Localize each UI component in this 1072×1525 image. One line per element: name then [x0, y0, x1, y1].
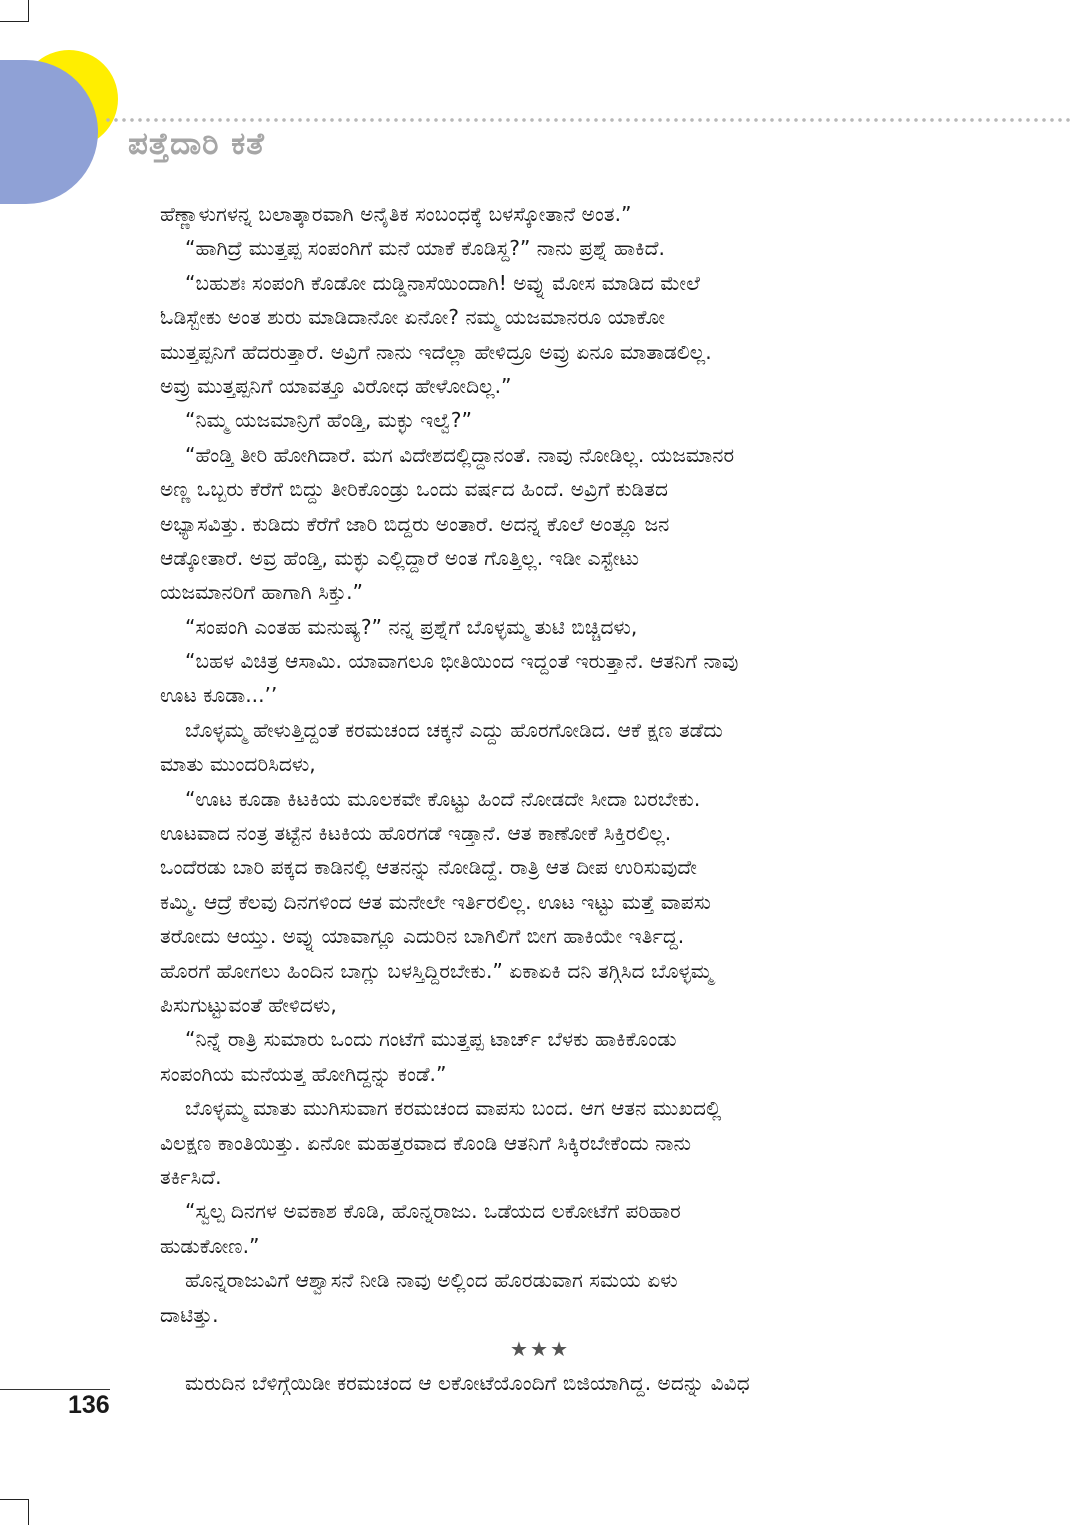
text-line: ಅವ್ರು ಮುತ್ತಪ್ಪನಿಗೆ ಯಾವತ್ತೂ ವಿರೋಧ ಹೇಳೋದಿಲ್ಲ.”	[160, 373, 512, 398]
text-line: ಬೊಳ್ಳಮ್ಮ ಹೇಳುತ್ತಿದ್ದಂತೆ ಕರಮಚಂದ ಚಕ್ಕನೆ ಎದ್ದು ಹೊರಗೋಡಿದ. ಆಕೆ ಕ್ಷಣ ತಡೆದು	[185, 717, 723, 742]
text-line: ಊಟವಾದ ನಂತ್ರ ತಟ್ಟೆನ ಕಿಟಕಿಯ ಹೊರಗಡೆ ಇಡ್ತಾನೆ. ಆತ ಕಾಣೋಕೆ ಸಿಕ್ತಿರಲಿಲ್ಲ.	[160, 821, 672, 846]
text-line: ಅಣ್ಣ ಒಬ್ಬರು ಕೆರೆಗೆ ಬಿದ್ದು ತೀರಿಕೊಂಡ್ರು ಒಂದು ವರ್ಷದ ಹಿಂದೆ. ಅವ್ರಿಗೆ ಕುಡಿತದ	[160, 477, 669, 502]
text-line: “ಸಂಪಂಗಿ ಎಂತಹ ಮನುಷ್ಯ?” ನನ್ನ ಪ್ರಶ್ನೆಗೆ ಬೊಳ್ಳಮ್ಮ ತುಟಿ ಬಿಚ್ಚಿದಳು,	[185, 614, 638, 639]
text-line: ದಾಟಿತ್ತು.	[160, 1302, 219, 1327]
text-line: ಅಭ್ಯಾಸವಿತ್ತು. ಕುಡಿದು ಕೆರೆಗೆ ಜಾರಿ ಬಿದ್ದರು ಅಂತಾರೆ. ಅದನ್ನ ಕೊಲೆ ಅಂತ್ಲೂ ಜನ	[160, 511, 670, 536]
text-line: “ನಿನ್ನೆ ರಾತ್ರಿ ಸುಮಾರು ಒಂದು ಗಂಟೆಗೆ ಮುತ್ತಪ್ಪ ಟಾರ್ಚ್ ಬೆಳಕು ಹಾಕಿಕೊಂಡು	[185, 1027, 677, 1052]
text-line: “ಹಾಗಿದ್ರೆ ಮುತ್ತಪ್ಪ ಸಂಪಂಗಿಗೆ ಮನೆ ಯಾಕೆ ಕೊಡಿಸ್ದ?” ನಾನು ಪ್ರಶ್ನೆ ಹಾಕಿದೆ.	[185, 236, 665, 261]
text-line: ಊಟ ಕೂಡಾ...’’	[160, 683, 278, 708]
text-line: ತರೋದು ಆಯ್ತು. ಅವ್ನು ಯಾವಾಗ್ಲೂ ಎದುರಿನ ಬಾಗಿಲಿಗೆ ಬೀಗ ಹಾಕಿಯೇ ಇರ್ತಿದ್ದ.	[160, 924, 685, 949]
text-line: ಸಂಪಂಗಿಯ ಮನೆಯತ್ತ ಹೋಗಿದ್ದನ್ನು ಕಂಡೆ.”	[160, 1061, 447, 1086]
text-line: ಯಜಮಾನರಿಗೆ ಹಾಗಾಗಿ ಸಿಕ್ತು.”	[160, 580, 363, 605]
crop-mark-bottom-horizontal	[0, 1499, 29, 1500]
text-line: “ನಿಮ್ಮ ಯಜಮಾನ್ರಿಗೆ ಹೆಂಡ್ತಿ, ಮಕ್ಳು ಇಲ್ವೆ?”	[185, 408, 472, 433]
section-title: ಪತ್ತೆದಾರಿ ಕತೆ	[128, 126, 265, 162]
text-line: ವಿಲಕ್ಷಣ ಕಾಂತಿಯಿತ್ತು. ಏನೋ ಮಹತ್ತರವಾದ ಕೊಂಡಿ ಆತನಿಗೆ ಸಿಕ್ಕಿರಬೇಕೆಂದು ನಾನು	[160, 1130, 692, 1155]
text-line: ಹೊರಗೆ ಹೋಗಲು ಹಿಂದಿನ ಬಾಗ್ಲು ಬಳಸ್ತಿದ್ದಿರಬೇಕು.” ಏಕಾಏಕಿ ದನಿ ತಗ್ಗಿಸಿದ ಬೊಳ್ಳಮ್ಮ	[160, 958, 713, 983]
text-line: ಒಂದೆರಡು ಬಾರಿ ಪಕ್ಕದ ಕಾಡಿನಲ್ಲಿ ಆತನನ್ನು ನೋಡಿದ್ದೆ. ರಾತ್ರಿ ಆತ ದೀಪ ಉರಿಸುವುದೇ	[160, 855, 697, 880]
text-line: ಮುತ್ತಪ್ಪನಿಗೆ ಹೆದರುತ್ತಾರೆ. ಅವ್ರಿಗೆ ನಾನು ಇದೆಲ್ಲಾ ಹೇಳಿದ್ರೂ ಅವ್ರು ಏನೂ ಮಾತಾಡಲಿಲ್ಲ.	[160, 339, 712, 364]
text-line: “ಹೆಂಡ್ತಿ ತೀರಿ ಹೋಗಿದಾರೆ. ಮಗ ವಿದೇಶದಲ್ಲಿದ್ದಾನಂತೆ. ನಾವು ನೋಡಿಲ್ಲ. ಯಜಮಾನರ	[185, 442, 735, 467]
text-line: ತರ್ಕಿಸಿದೆ.	[160, 1164, 222, 1189]
text-line: ಓಡಿಸ್ಬೇಕು ಅಂತ ಶುರು ಮಾಡಿದಾನೋ ಏನೋ? ನಮ್ಮ ಯಜಮಾನರೂ ಯಾಕೋ	[160, 305, 666, 330]
section-separator: ★★★	[509, 1336, 571, 1361]
text-line: “ಸ್ವಲ್ಪ ದಿನಗಳ ಅವಕಾಶ ಕೊಡಿ, ಹೊನ್ನರಾಜು. ಒಡೆಯದ ಲಕೋಟೆಗೆ ಪರಿಹಾರ	[185, 1199, 681, 1224]
footer-rule	[0, 1389, 110, 1390]
text-line: ಹೊನ್ನರಾಜುವಿಗೆ ಆಶ್ವಾಸನೆ ನೀಡಿ ನಾವು ಅಲ್ಲಿಂದ ಹೊರಡುವಾಗ ಸಮಯ ಏಳು	[185, 1268, 678, 1293]
crop-mark-bottom-vertical	[28, 1499, 29, 1525]
crop-mark-top-vertical	[28, 0, 29, 22]
story-body	[160, 197, 920, 1401]
text-line: ಹುಡುಕೋಣ.”	[160, 1233, 260, 1258]
text-line: “ಊಟ ಕೂಡಾ ಕಿಟಕಿಯ ಮೂಲಕವೇ ಕೊಟ್ಟು ಹಿಂದೆ ನೋಡದೇ ಸೀದಾ ಬರಬೇಕು.	[185, 786, 701, 811]
text-line: ಮರುದಿನ ಬೆಳಿಗ್ಗೆಯಿಡೀ ಕರಮಚಂದ ಆ ಲಕೋಟೆಯೊಂದಿಗೆ ಬಿಜಿಯಾಗಿದ್ದ. ಅದನ್ನು ವಿವಿಧ	[185, 1371, 750, 1396]
text-line: ಕಮ್ಮಿ. ಆದ್ರೆ ಕೆಲವು ದಿನಗಳಿಂದ ಆತ ಮನೇಲೇ ಇರ್ತಿರಲಿಲ್ಲ. ಊಟ ಇಟ್ಟು ಮತ್ತೆ ವಾಪಸು	[160, 889, 711, 914]
text-line: ಮಾತು ಮುಂದರಿಸಿದಳು,	[160, 752, 316, 777]
text-line: “ಬಹಳ ವಿಚಿತ್ರ ಆಸಾಮಿ. ಯಾವಾಗಲೂ ಭೀತಿಯಿಂದ ಇದ್ದಂತೆ ಇರುತ್ತಾನೆ. ಆತನಿಗೆ ನಾವು	[185, 649, 739, 674]
text-line: ಪಿಸುಗುಟ್ಟುವಂತೆ ಹೇಳಿದಳು,	[160, 992, 337, 1017]
text-line: ಬೊಳ್ಳಮ್ಮ ಮಾತು ಮುಗಿಸುವಾಗ ಕರಮಚಂದ ವಾಪಸು ಬಂದ. ಆಗ ಆತನ ಮುಖದಲ್ಲಿ	[185, 1096, 722, 1121]
text-line: “ಬಹುಶಃ ಸಂಪಂಗಿ ಕೊಡೋ ದುಡ್ಡಿನಾಸೆಯಿಂದಾಗಿ! ಅವ್ನು ಮೋಸ ಮಾಡಿದ ಮೇಲೆ	[185, 270, 700, 295]
page-number: 136	[68, 1391, 110, 1419]
text-line: ಹೆಣ್ಣಾಳುಗಳನ್ನ ಬಲಾತ್ಕಾರವಾಗಿ ಅನೈತಿಕ ಸಂಬಂಧಕ್ಕೆ ಬಳಸ್ಕೋತಾನೆ ಅಂತ.”	[160, 202, 632, 226]
text-line: ಆಡ್ಕೋತಾರೆ. ಅವ್ರ ಹೆಂಡ್ತಿ, ಮಕ್ಳು ಎಲ್ಲಿದ್ದಾರೆ ಅಂತ ಗೊತ್ತಿಲ್ಲ. ಇಡೀ ಎಸ್ಟೇಟು	[160, 545, 639, 570]
crop-mark-top-horizontal	[0, 21, 29, 22]
